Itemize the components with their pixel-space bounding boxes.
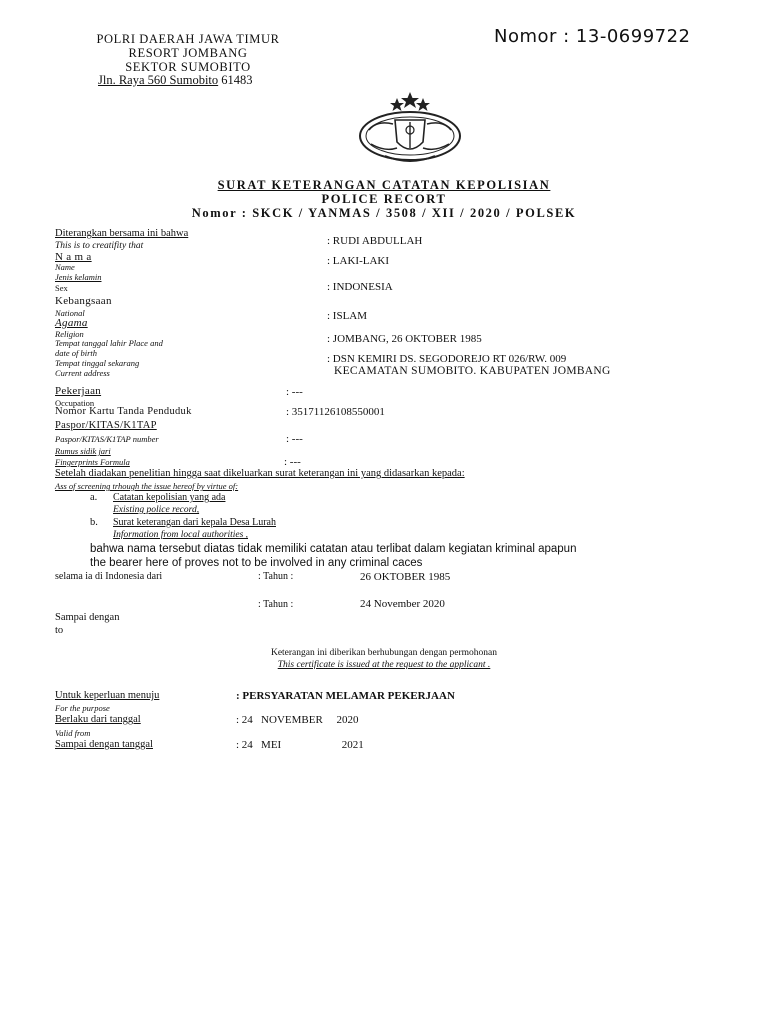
address-street: Jln. Raya 560 Sumobito <box>98 73 219 87</box>
birth-label: Tempat tanggal lahir Place and <box>55 338 163 348</box>
intro-id: Diterangkan bersama ini bahwa <box>55 228 189 239</box>
valid-from-sub: Valid from <box>55 728 91 738</box>
fingerprint-label: Rumus sidik jari <box>55 446 111 456</box>
statement-id: bahwa nama tersebut diatas tidak memiliki catatan atau terlibat dalam kegiatan kriminal apapun <box>90 543 577 555</box>
religion-sub: Religion <box>55 329 84 339</box>
birth-label-2: date of birth <box>55 348 98 358</box>
passport-label: Paspor/KITAS/K1TAP <box>55 420 157 431</box>
address-label: Tempat tinggal sekarang <box>55 358 140 368</box>
header-line-resort: RESORT JOMBANG <box>128 46 248 60</box>
screening-b-marker: b. <box>90 517 98 528</box>
statement-en: the bearer here of proves not to be involved in any criminal caces <box>90 557 423 569</box>
fingerprint-sub: Fingerprints Formula <box>55 457 130 467</box>
nationality-label: Kebangsaan <box>55 295 112 307</box>
address-sub: Current address <box>55 368 110 378</box>
occupation-value: : --- <box>286 386 303 398</box>
intro-en: This is to creatifity that <box>55 241 144 251</box>
period-to-tahun: : Tahun : <box>258 599 294 610</box>
screening-b-id: Surat keterangan dari kepala Desa Lurah <box>113 517 276 528</box>
purpose-label: Untuk keperluan menuju <box>55 690 160 701</box>
religion-value: : ISLAM <box>327 310 368 322</box>
sex-label: Jenis kelamin <box>55 272 102 282</box>
request-id: Keterangan ini diberikan berhubungan dengan permohonan <box>270 648 498 658</box>
screening-b-en: Information from local authorities , <box>113 530 249 540</box>
address-value-2: KECAMATAN SUMOBITO. KABUPATEN JOMBANG <box>334 365 611 377</box>
screening-en: Ass of screening trhough the issue hereof by virtue of: <box>55 481 239 491</box>
occupation-label: Pekerjaan <box>55 385 102 397</box>
period-from-label: selama ia di Indonesia dari <box>55 571 163 582</box>
screening-a-marker: a. <box>90 492 98 503</box>
header-line-polri: POLRI DAERAH JAWA TIMUR <box>96 32 280 46</box>
birth-value: : JOMBANG, 26 OKTOBER 1985 <box>327 333 482 345</box>
title-number: Nomor : SKCK / YANMAS / 3508 / XII / 2020 / POLSEK <box>191 206 577 220</box>
screening-id: Setelah diadakan penelitian hingga saat dikeluarkan surat keterangan ini yang didasarkan kepada: <box>55 468 465 479</box>
document-number: Nomor : 13-0699722 <box>494 26 691 47</box>
nama-value: : RUDI ABDULLAH <box>327 235 423 247</box>
period-to-label-en: to <box>55 625 64 636</box>
sex-value: : LAKI-LAKI <box>327 255 390 267</box>
nationality-value: : INDONESIA <box>327 281 393 293</box>
fingerprint-value: : --- <box>284 456 301 468</box>
valid-to-value: : 24 MEI 2021 <box>236 739 364 751</box>
religion-label: Agama <box>55 317 88 329</box>
header-address <box>98 73 253 88</box>
ktp-value: : 35171126108550001 <box>286 406 385 418</box>
address-value-1: : DSN KEMIRI DS. SEGODOREJO RT 026/RW. 009 <box>327 353 567 365</box>
period-to-value: 24 November 2020 <box>360 598 445 610</box>
occupation-sub: Occupation <box>55 398 95 408</box>
valid-from-value: : 24 NOVEMBER 2020 <box>236 714 359 726</box>
police-emblem-icon <box>355 90 465 170</box>
screening-a-en: Existing police record, <box>113 505 200 515</box>
period-from-tahun: : Tahun : <box>258 571 294 582</box>
nama-sub: Name <box>55 262 75 272</box>
period-from-value: 26 OKTOBER 1985 <box>360 571 451 583</box>
screening-a-id: Catatan kepolisian yang ada <box>113 492 226 503</box>
request-en: This certificate is issued at the request to the applicant . <box>277 660 491 670</box>
title-police-record: POLICE RECORT <box>321 192 447 206</box>
passport-value: : --- <box>286 433 303 445</box>
valid-to-label: Sampai dengan tanggal <box>55 739 153 750</box>
sex-sub: Sex <box>55 283 68 293</box>
address-postcode: 61483 <box>221 73 253 87</box>
period-to-label: Sampai dengan <box>55 612 120 623</box>
purpose-sub: For the purpose <box>55 703 110 713</box>
purpose-value: : PERSYARATAN MELAMAR PEKERJAAN <box>236 690 455 702</box>
valid-from-label: Berlaku dari tanggal <box>55 714 141 725</box>
title-main: SURAT KETERANGAN CATATAN KEPOLISIAN <box>217 178 551 192</box>
ktp-label: Nomor Kartu Tanda Penduduk <box>55 406 192 417</box>
nama-label: N a m a <box>55 251 92 263</box>
passport-sub: Paspor/KITAS/K1TAP number <box>55 434 159 444</box>
nationality-sub: National <box>55 308 85 318</box>
header-line-sektor: SEKTOR SUMOBITO <box>125 60 251 74</box>
